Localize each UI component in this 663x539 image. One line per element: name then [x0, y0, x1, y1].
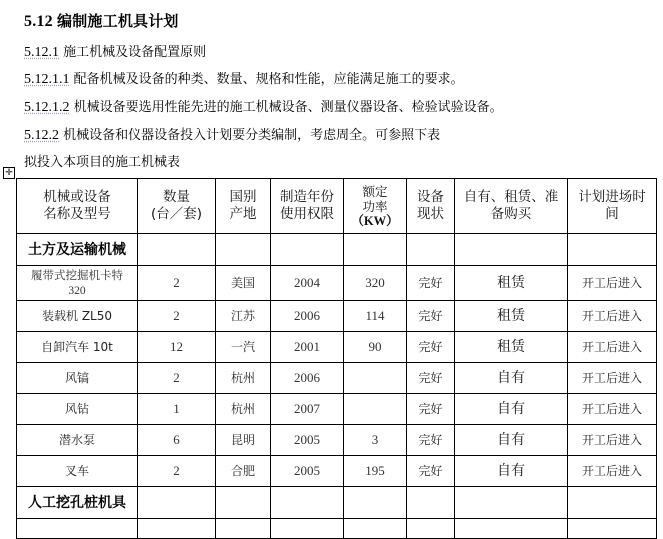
paragraph-number: 5.12.2 — [24, 128, 59, 143]
header-origin: 国别 产地 — [216, 179, 271, 234]
cell-power: 320 — [344, 266, 407, 301]
paragraph-5-12-2 — [24, 124, 440, 144]
paragraph-text: 配备机械及设备的种类、数量、规格和性能，应能满足施工的要求。 — [73, 72, 464, 87]
header-power: 额定 功率 （KW） — [344, 179, 407, 234]
cell-year: 2006 — [271, 363, 344, 394]
cell-ownership: 自有 — [455, 425, 568, 456]
header-year: 制造年份 使用权限 — [271, 179, 344, 234]
table-row — [17, 266, 657, 301]
cell-name: 潜水泵 — [17, 425, 138, 456]
paragraph-5-12-1-1 — [24, 68, 464, 88]
cell-ownership: 租赁 — [455, 266, 568, 301]
cell-power: 3 — [344, 425, 407, 456]
cell-quantity: 2 — [138, 363, 216, 394]
cell-quantity: 2 — [138, 456, 216, 487]
cell-power: 114 — [344, 301, 407, 332]
cell-schedule: 开工后进入 — [568, 332, 657, 363]
header-ownership: 自有、租赁、准 备购买 — [455, 179, 568, 234]
cell-year: 2001 — [271, 332, 344, 363]
table-row — [17, 363, 657, 394]
cell-schedule: 开工后进入 — [568, 266, 657, 301]
cell-power — [344, 363, 407, 394]
cell-status: 完好 — [407, 301, 455, 332]
table-row — [17, 301, 657, 332]
table-row — [17, 332, 657, 363]
cell-year: 2004 — [271, 266, 344, 301]
paragraph-number: 5.12.1 — [24, 45, 59, 60]
cell-schedule: 开工后进入 — [568, 425, 657, 456]
cell-year: 2005 — [271, 456, 344, 487]
cell-ownership: 自有 — [455, 363, 568, 394]
cell-status: 完好 — [407, 394, 455, 425]
category-label: 土方及运输机械 — [17, 234, 138, 266]
header-name: 机械或设备 名称及型号 — [17, 179, 138, 234]
cell-year: 2005 — [271, 425, 344, 456]
table-row — [17, 456, 657, 487]
paragraph-text: 机械设备和仪器设备投入计划要分类编制，考虑周全。可参照下表 — [63, 128, 441, 143]
cell-quantity: 6 — [138, 425, 216, 456]
cell-origin: 杭州 — [216, 363, 271, 394]
cell-schedule: 开工后进入 — [568, 394, 657, 425]
header-quantity: 数量 (台／套) — [138, 179, 216, 234]
cell-status: 完好 — [407, 425, 455, 456]
section-number: 5.12 — [24, 13, 53, 30]
table-row — [17, 394, 657, 425]
table-header-row — [17, 179, 657, 234]
cell-ownership: 租赁 — [455, 332, 568, 363]
paragraph-5-12-1-2 — [24, 96, 503, 116]
cell-origin: 江苏 — [216, 301, 271, 332]
cell-status: 完好 — [407, 456, 455, 487]
table-row — [17, 425, 657, 456]
header-schedule: 计划进场时 间 — [568, 179, 657, 234]
cell-origin: 合肥 — [216, 456, 271, 487]
cell-name: 装载机 ZL50 — [17, 301, 138, 332]
paragraph-number: 5.12.1.1 — [24, 72, 70, 87]
cell-quantity: 1 — [138, 394, 216, 425]
cell-origin: 美国 — [216, 266, 271, 301]
cell-quantity: 2 — [138, 301, 216, 332]
table-caption: 拟投入本项目的施工机械表 — [24, 155, 181, 170]
cell-name: 叉车 — [17, 456, 138, 487]
cell-name: 风钻 — [17, 394, 138, 425]
category-row — [17, 234, 657, 266]
cell-ownership: 租赁 — [455, 301, 568, 332]
cell-schedule: 开工后进入 — [568, 363, 657, 394]
cell-power — [344, 394, 407, 425]
paragraph-5-12-1 — [24, 41, 206, 61]
move-cross-icon[interactable]: ✛ — [3, 167, 15, 179]
cell-quantity: 12 — [138, 332, 216, 363]
cell-origin: 一汽 — [216, 332, 271, 363]
section-heading — [24, 10, 179, 31]
cell-status: 完好 — [407, 363, 455, 394]
cell-name: 自卸汽车 10t — [17, 332, 138, 363]
category-label: 人工挖孔桩机具 — [17, 487, 138, 519]
category-row — [17, 487, 657, 519]
header-status: 设备 现状 — [407, 179, 455, 234]
cell-year: 2006 — [271, 301, 344, 332]
section-title: 编制施工机具计划 — [57, 12, 179, 30]
cell-power: 90 — [344, 332, 407, 363]
cell-ownership: 自有 — [455, 456, 568, 487]
cell-origin: 杭州 — [216, 394, 271, 425]
cell-status: 完好 — [407, 266, 455, 301]
cell-origin: 昆明 — [216, 425, 271, 456]
machinery-table — [16, 178, 657, 539]
cell-schedule: 开工后进入 — [568, 456, 657, 487]
cell-status: 完好 — [407, 332, 455, 363]
paragraph-text: 机械设备要选用性能先进的施工机械设备、测量仪器设备、检验试验设备。 — [73, 100, 503, 115]
paragraph-number: 5.12.1.2 — [24, 100, 70, 115]
cell-power: 195 — [344, 456, 407, 487]
paragraph-text: 施工机械及设备配置原则 — [63, 45, 207, 60]
cell-quantity: 2 — [138, 266, 216, 301]
cell-schedule: 开工后进入 — [568, 301, 657, 332]
cell-name: 风镐 — [17, 363, 138, 394]
cell-ownership: 自有 — [455, 394, 568, 425]
cell-year: 2007 — [271, 394, 344, 425]
table-row — [17, 519, 657, 539]
cell-name: 履带式挖掘机卡特 320 — [17, 266, 138, 301]
